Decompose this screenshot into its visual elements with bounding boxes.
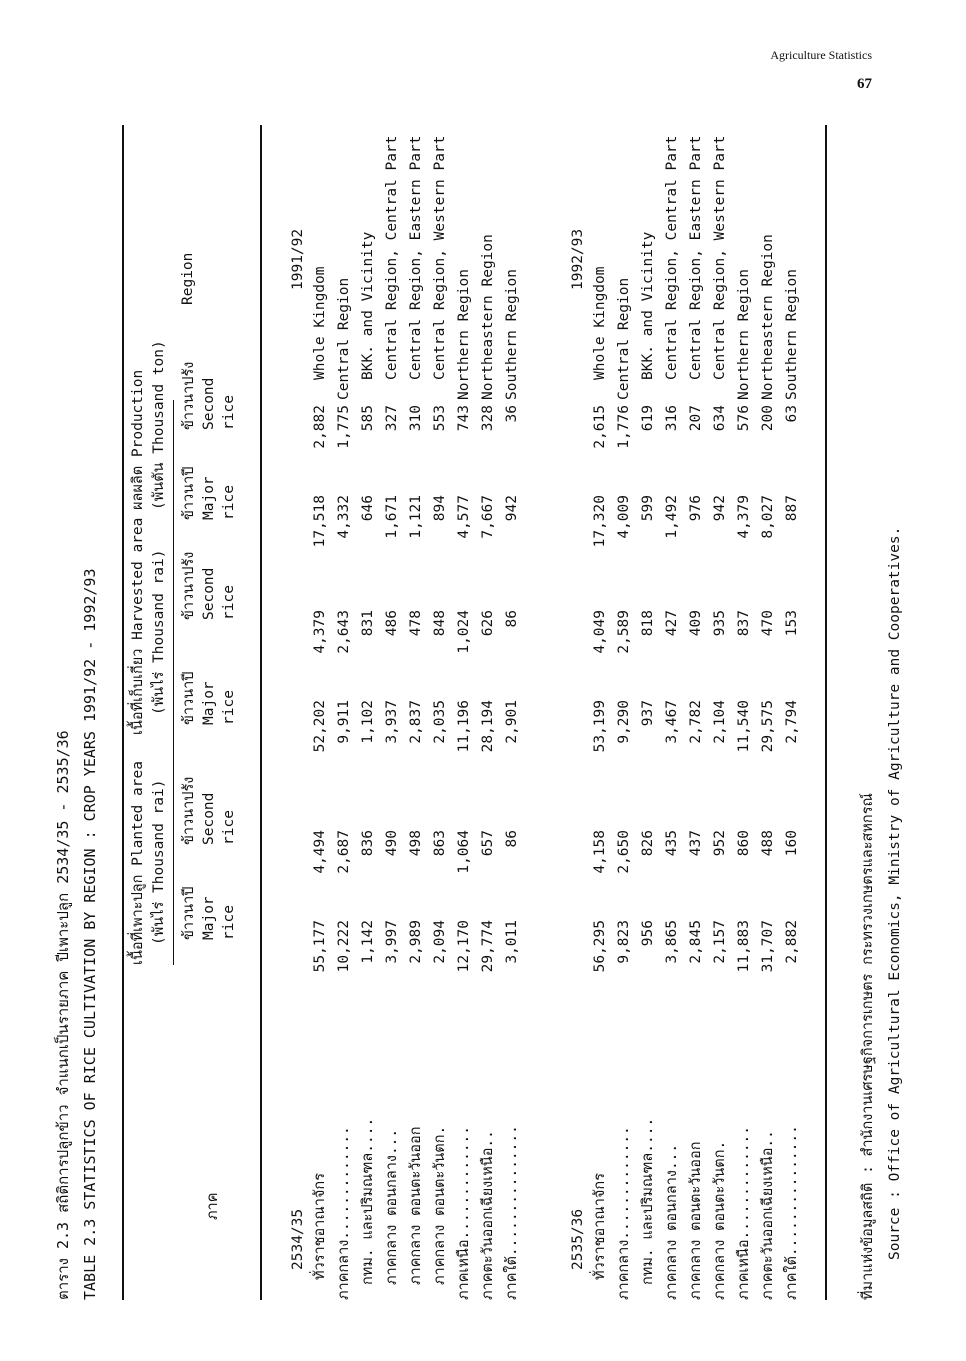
om-en2: rice: [221, 485, 237, 520]
region-en: Whole Kingdom: [312, 266, 328, 380]
production-major: 887: [784, 495, 800, 522]
production-second: 576: [736, 405, 752, 432]
table-row: [336, 125, 361, 1300]
year-en: 1992/93: [570, 228, 586, 290]
planted-second: 863: [432, 830, 448, 857]
production-second: 207: [688, 405, 704, 432]
production-major: 7,667: [480, 495, 496, 539]
harvested-second: 935: [712, 610, 728, 637]
om-thai: ข้าวนาปี: [181, 466, 197, 520]
region-thai: ภาคกลาง ตอนตะวันตก.: [432, 1125, 448, 1285]
planted-second: 4,494: [312, 830, 328, 874]
planted-second: 86: [504, 830, 520, 848]
table-row: [312, 125, 337, 1300]
page-number: 67: [857, 76, 872, 92]
planted-major: 29,774: [480, 920, 496, 973]
production-major: 4,332: [336, 495, 352, 539]
pm-en2: rice: [221, 905, 237, 940]
region-en: Central Region: [336, 277, 352, 400]
ps-en2: rice: [221, 810, 237, 845]
production-second: 743: [456, 405, 472, 432]
production-second: 553: [432, 405, 448, 432]
footer: [860, 527, 914, 1300]
harvested-second: 848: [432, 610, 448, 637]
production-major: 4,577: [456, 495, 472, 539]
production-second: 634: [712, 405, 728, 432]
region-en: Central Region, Central Part: [384, 135, 400, 380]
table-row: [784, 125, 809, 1300]
planted-major: 31,707: [760, 920, 776, 973]
table-row: [432, 125, 457, 1300]
harvested-major: 9,290: [616, 700, 632, 744]
region-en: Southern Region: [784, 269, 800, 400]
production-major: 1,492: [664, 495, 680, 539]
planted-second: 836: [360, 830, 376, 857]
planted-header: เนื้อที่เพาะปลูก Planted area: [130, 761, 146, 965]
production-second: 327: [384, 405, 400, 432]
year-thai: 2535/36: [570, 1208, 586, 1270]
os-en1: Second: [201, 377, 217, 430]
harvested-second: 153: [784, 610, 800, 637]
region-thai: ภาคตะวันออกเฉียงเหนือ..: [760, 1130, 776, 1300]
production-major: 17,518: [312, 495, 328, 548]
harvested-major: 3,467: [664, 700, 680, 744]
harvested-second: 2,589: [616, 610, 632, 654]
planted-second: 2,687: [336, 830, 352, 874]
year-thai: 2534/35: [290, 1208, 306, 1270]
hm-en2: rice: [221, 690, 237, 725]
production-second: 36: [504, 405, 520, 423]
region-en: Central Region, Western Part: [712, 135, 728, 380]
production-unit: (พันตัน Thousand ton): [151, 340, 167, 510]
region-thai: ภาคกลาง ตอนกลาง...: [664, 1143, 680, 1300]
region-en: Central Region: [616, 277, 632, 400]
harvested-major: 2,901: [504, 700, 520, 744]
harvested-major: 937: [640, 700, 656, 727]
header-bottom-rule: [260, 125, 262, 1300]
ps-thai: ข้าวนาปรัง: [181, 776, 197, 845]
pm-thai: ข้าวนาปี: [181, 886, 197, 940]
table-row: [360, 125, 385, 1300]
region-en: Central Region, Central Part: [664, 135, 680, 380]
planted-unit: (พันไร่ Thousand rai): [151, 779, 167, 945]
planted-major: 3,011: [504, 920, 520, 964]
planted-major: 11,883: [736, 920, 752, 973]
source-en: Source : Office of Agricultural Economics, Ministry of Agriculture and Cooperatives.: [887, 526, 903, 1260]
planted-major: 2,989: [408, 920, 424, 964]
region-thai: กทม. และปริมณฑล....: [640, 1117, 656, 1285]
region-thai: ภาคกลาง.............: [616, 1126, 632, 1300]
region-en: Central Region, Western Part: [432, 135, 448, 380]
table-row: [664, 125, 689, 1300]
table-row: [640, 125, 665, 1300]
production-major: 1,671: [384, 495, 400, 539]
planted-second: 488: [760, 830, 776, 857]
production-major: 1,121: [408, 495, 424, 539]
source-thai: ที่มาแห่งข้อมูลสถิติ : สำนักงานเศรษฐกิจการเกษตร กระทรวงเกษตรและสหกรณ์: [860, 793, 876, 1300]
region-en: Northeastern Region: [480, 234, 496, 400]
hs-en2: rice: [221, 585, 237, 620]
harvested-second: 4,379: [312, 610, 328, 654]
planted-second: 1,064: [456, 830, 472, 874]
top-rule: [122, 125, 124, 1300]
planted-second: 435: [664, 830, 680, 857]
os-thai: ข้าวนาปรัง: [181, 361, 197, 430]
region-thai: ภาคกลาง ตอนตะวันตก.: [712, 1140, 728, 1300]
planted-major: 56,295: [592, 920, 608, 973]
planted-second: 826: [640, 830, 656, 857]
harvested-major: 11,540: [736, 700, 752, 753]
production-major: 599: [640, 495, 656, 522]
planted-major: 3,865: [664, 920, 680, 964]
harvested-major: 9,911: [336, 700, 352, 744]
region-thai: กทม. และปริมณฑล....: [360, 1117, 376, 1285]
planted-second: 4,158: [592, 830, 608, 874]
production-major: 976: [688, 495, 704, 522]
harvested-major: 28,194: [480, 700, 496, 753]
production-second: 316: [664, 405, 680, 432]
harvested-second: 86: [504, 610, 520, 628]
harvested-major: 29,575: [760, 700, 776, 753]
region-en: Northeastern Region: [760, 234, 776, 400]
production-second: 310: [408, 405, 424, 432]
region-en: BKK. and Vicinity: [360, 231, 376, 380]
planted-major: 12,170: [456, 920, 472, 973]
section-header: Agriculture Statistics: [770, 48, 872, 62]
region-thai: ภาคกลาง ตอนกลาง...: [384, 1128, 400, 1285]
planted-major: 2,845: [688, 920, 704, 964]
header-sub-rule: [173, 400, 174, 965]
production-major: 8,027: [760, 495, 776, 539]
title-thai: ตาราง 2.3 สถิติการปลูกข้าว จำแนกเป็นรายภาค ปีเพาะปลูก 2534/35 - 2535/36: [54, 730, 72, 1300]
harvested-major: 52,202: [312, 700, 328, 753]
production-major: 646: [360, 495, 376, 522]
production-second: 2,882: [312, 405, 328, 449]
planted-second: 860: [736, 830, 752, 857]
region-thai: ภาคเหนือ.............: [736, 1125, 752, 1300]
harvested-major: 2,837: [408, 700, 424, 744]
production-second: 1,776: [616, 405, 632, 449]
planted-major: 10,222: [336, 920, 352, 973]
region-en: Northern Region: [736, 269, 752, 400]
rotated-table-container: [55, 125, 905, 1300]
harvested-second: 427: [664, 610, 680, 637]
planted-second: 952: [712, 830, 728, 857]
region-en: Whole Kingdom: [592, 266, 608, 380]
planted-second: 657: [480, 830, 496, 857]
production-second: 619: [640, 405, 656, 432]
harvested-major: 2,035: [432, 700, 448, 744]
region-thai: ภาคใต้...............: [784, 1125, 800, 1300]
region-thai-header: ภาค: [205, 1192, 221, 1220]
table-row: [384, 125, 409, 1300]
production-second: 63: [784, 405, 800, 423]
om-en1: Major: [201, 476, 217, 520]
harvested-second: 4,049: [592, 610, 608, 654]
table-row: [712, 125, 737, 1300]
hs-thai: ข้าวนาปรัง: [181, 551, 197, 620]
region-en: Southern Region: [504, 269, 520, 400]
table-row: [616, 125, 641, 1300]
region-thai: ภาคตะวันออกเฉียงเหนือ..: [480, 1130, 496, 1300]
production-major: 4,009: [616, 495, 632, 539]
production-header: ผลผลิต Production: [130, 369, 146, 510]
pm-en1: Major: [201, 896, 217, 940]
harvested-second: 837: [736, 610, 752, 637]
table-row: [592, 125, 617, 1300]
region-en: Central Region, Eastern Part: [688, 135, 704, 380]
production-second: 585: [360, 405, 376, 432]
planted-second: 437: [688, 830, 704, 857]
harvested-major: 11,196: [456, 700, 472, 753]
production-major: 942: [712, 495, 728, 522]
hs-en1: Second: [201, 567, 217, 620]
region-en: Northern Region: [456, 269, 472, 400]
production-major: 17,320: [592, 495, 608, 548]
hm-thai: ข้าวนาปี: [181, 671, 197, 725]
planted-second: 2,650: [616, 830, 632, 874]
harvested-major: 1,102: [360, 700, 376, 744]
planted-major: 1,142: [360, 920, 376, 964]
planted-major: 2,882: [784, 920, 800, 964]
region-thai: ภาคกลาง.............: [336, 1126, 352, 1300]
year-en: 1991/92: [290, 228, 306, 290]
region-thai: ภาคใต้...............: [504, 1125, 520, 1300]
region-thai: ทั่วราชอาณาจักร: [312, 1173, 328, 1280]
ps-en1: Second: [201, 792, 217, 845]
harvested-second: 486: [384, 610, 400, 637]
harvested-major: 2,794: [784, 700, 800, 744]
harvested-second: 818: [640, 610, 656, 637]
table-row: [504, 125, 529, 1300]
planted-major: 956: [640, 920, 656, 947]
harvested-second: 409: [688, 610, 704, 637]
planted-second: 498: [408, 830, 424, 857]
table-row: [456, 125, 481, 1300]
planted-second: 490: [384, 830, 400, 857]
harvested-second: 1,024: [456, 610, 472, 654]
title-english: TABLE 2.3 STATISTICS OF RICE CULTIVATION BY REGION : CROP YEARS 1991/92 - 1992/93: [81, 568, 99, 1300]
harvested-major: 2,782: [688, 700, 704, 744]
harvested-second: 831: [360, 610, 376, 637]
table-row: [760, 125, 785, 1300]
hm-en1: Major: [201, 681, 217, 725]
production-second: 1,775: [336, 405, 352, 449]
harvested-major: 2,104: [712, 700, 728, 744]
os-en2: rice: [221, 395, 237, 430]
production-major: 942: [504, 495, 520, 522]
production-major: 4,379: [736, 495, 752, 539]
region-thai: ภาคกลาง ตอนตะวันออก: [408, 1126, 424, 1285]
harvested-major: 53,199: [592, 700, 608, 753]
region-en-header: Region: [180, 252, 196, 305]
region-en: BKK. and Vicinity: [640, 231, 656, 380]
planted-major: 2,094: [432, 920, 448, 964]
planted-major: 2,157: [712, 920, 728, 964]
planted-major: 55,177: [312, 920, 328, 973]
region-thai: ทั่วราชอาณาจักร: [592, 1173, 608, 1280]
harvested-major: 3,937: [384, 700, 400, 744]
table-row: [408, 125, 433, 1300]
harvested-unit: (พันไร่ Thousand rai): [151, 549, 167, 715]
harvested-second: 626: [480, 610, 496, 637]
planted-major: 9,823: [616, 920, 632, 964]
planted-second: 160: [784, 830, 800, 857]
planted-major: 3,997: [384, 920, 400, 964]
region-thai: ภาคเหนือ.............: [456, 1125, 472, 1300]
bottom-rule: [825, 125, 827, 1300]
region-en: Central Region, Eastern Part: [408, 135, 424, 380]
production-second: 200: [760, 405, 776, 432]
table-row: [480, 125, 505, 1300]
harvested-header: เนื้อที่เก็บเกี่ยว Harvested area: [130, 517, 146, 735]
harvested-second: 2,643: [336, 610, 352, 654]
table-title: [55, 125, 109, 1300]
production-second: 2,615: [592, 405, 608, 449]
region-thai: ภาคกลาง ตอนตะวันออก: [688, 1141, 704, 1300]
harvested-second: 470: [760, 610, 776, 637]
harvested-second: 478: [408, 610, 424, 637]
table-row: [736, 125, 761, 1300]
production-second: 328: [480, 405, 496, 432]
table-row: [688, 125, 713, 1300]
production-major: 894: [432, 495, 448, 522]
